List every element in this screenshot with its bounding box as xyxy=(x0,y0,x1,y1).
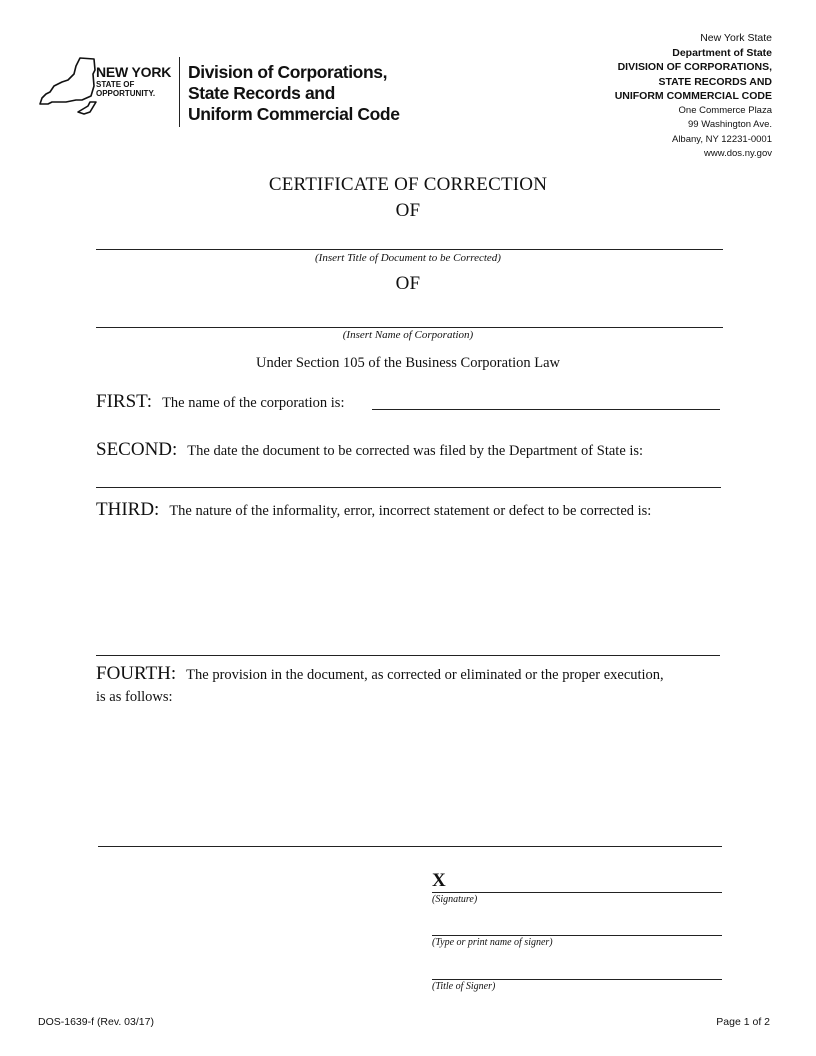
address-department: Department of State xyxy=(672,46,772,59)
of-label: OF xyxy=(395,273,421,294)
third-label: THIRD: xyxy=(96,499,160,520)
address-division-3: UNIFORM COMMERCIAL CODE xyxy=(614,90,772,102)
first-label: FIRST: xyxy=(96,391,153,412)
ny-logo-title: NEW YORK xyxy=(96,64,172,80)
address-state: New York State xyxy=(700,32,772,44)
first-answer-line[interactable] xyxy=(372,409,720,410)
first-text: The name of the corporation is: xyxy=(162,395,345,411)
page-number: Page 1 of 2 xyxy=(716,1016,770,1028)
fourth-answer-line[interactable] xyxy=(98,846,722,847)
address-block xyxy=(615,31,772,162)
form-title-of: OF xyxy=(395,200,421,221)
second-text: The date the document to be corrected was filed by the Department of State is: xyxy=(187,443,644,459)
corporation-name-line[interactable] xyxy=(96,327,723,328)
law-reference: Under Section 105 of the Business Corporation Law xyxy=(255,355,561,371)
signer-name-caption: (Type or print name of signer) xyxy=(432,937,553,948)
second-section xyxy=(96,439,643,461)
signature-caption: (Signature) xyxy=(432,894,478,905)
third-section xyxy=(96,499,651,521)
third-answer-line[interactable] xyxy=(96,655,720,656)
form-id: DOS-1639-f (Rev. 03/17) xyxy=(38,1016,154,1028)
third-text: The nature of the informality, error, incorrect statement or defect to be corrected is: xyxy=(169,503,652,519)
signature-x-mark: X xyxy=(432,870,446,891)
document-title-caption: (Insert Title of Document to be Corrected) xyxy=(315,252,501,264)
address-city: Albany, NY 12231-0001 xyxy=(671,133,772,145)
second-answer-line[interactable] xyxy=(96,487,721,488)
signer-name-line[interactable] xyxy=(432,935,722,936)
form-title: CERTIFICATE OF CORRECTION xyxy=(268,174,548,195)
corporation-name-caption: (Insert Name of Corporation) xyxy=(342,329,474,341)
address-street-2: 99 Washington Ave. xyxy=(688,119,772,130)
signer-title-line[interactable] xyxy=(432,979,722,980)
fourth-label: FOURTH: xyxy=(96,663,177,684)
first-section xyxy=(96,391,344,413)
address-website[interactable]: www.dos.ny.gov xyxy=(704,148,772,159)
address-division-1: DIVISION OF CORPORATIONS, xyxy=(617,61,772,73)
document-title-line[interactable] xyxy=(96,249,723,250)
division-title: Division of Corporations, State Records and Uniform Commercial Code xyxy=(188,62,400,124)
logo-divider xyxy=(179,57,180,127)
address-street-1: One Commerce Plaza xyxy=(678,104,772,116)
ny-logo-subtitle: STATE OF OPPORTUNITY. xyxy=(96,80,156,98)
address-division-2: STATE RECORDS AND xyxy=(658,75,772,88)
ny-state-outline-icon xyxy=(38,56,98,118)
fourth-section xyxy=(96,663,664,685)
fourth-text-continued: is as follows: xyxy=(96,689,173,705)
second-label: SECOND: xyxy=(96,439,178,460)
signer-title-caption: (Title of Signer) xyxy=(432,981,496,992)
fourth-text: The provision in the document, as corrected or eliminated or the proper execution, xyxy=(186,667,664,683)
signature-line[interactable] xyxy=(432,892,722,893)
